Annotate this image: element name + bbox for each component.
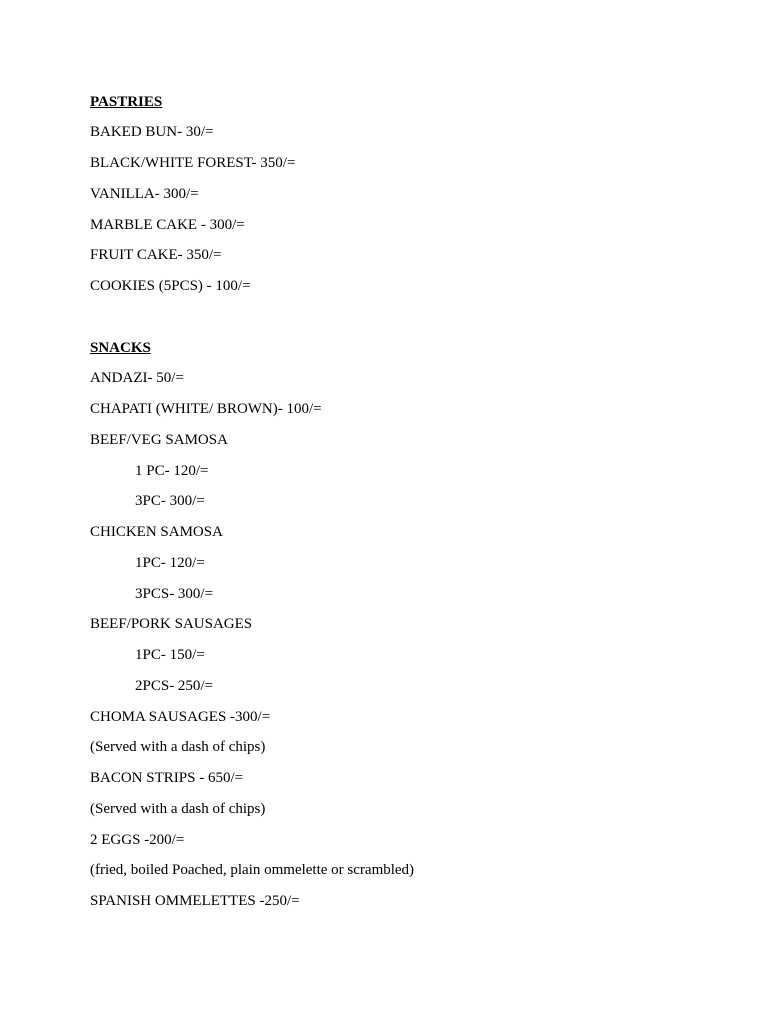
snack-note: (Served with a dash of chips) bbox=[90, 739, 266, 755]
snack-note: (fried, boiled Poached, plain ommelette or scrambled) bbox=[90, 862, 415, 878]
snack-subitem: 3PCS- 300/= bbox=[135, 586, 214, 602]
snacks-heading: SNACKS bbox=[90, 340, 151, 356]
snack-note: (Served with a dash of chips) bbox=[90, 801, 266, 817]
snack-subitem: 2PCS- 250/= bbox=[135, 678, 214, 694]
snack-item: BACON STRIPS - 650/= bbox=[90, 770, 244, 786]
snack-subitem: 3PC- 300/= bbox=[135, 493, 205, 509]
snack-item: CHICKEN SAMOSA bbox=[90, 524, 223, 540]
pastry-item: BLACK/WHITE FOREST- 350/= bbox=[90, 155, 296, 171]
snack-item: ANDAZI- 50/= bbox=[90, 370, 184, 386]
snack-item: CHOMA SAUSAGES -300/= bbox=[90, 709, 271, 725]
pastries-heading: PASTRIES bbox=[90, 94, 163, 110]
snack-subitem: 1 PC- 120/= bbox=[135, 463, 209, 479]
pastry-item: BAKED BUN- 30/= bbox=[90, 124, 214, 140]
pastry-item: VANILLA- 300/= bbox=[90, 186, 199, 202]
pastry-item: COOKIES (5PCS) - 100/= bbox=[90, 278, 251, 294]
snack-item: BEEF/VEG SAMOSA bbox=[90, 432, 228, 448]
snack-item: SPANISH OMMELETTES -250/= bbox=[90, 893, 300, 909]
snack-subitem: 1PC- 120/= bbox=[135, 555, 205, 571]
snack-subitem: 1PC- 150/= bbox=[135, 647, 205, 663]
pastry-item: MARBLE CAKE - 300/= bbox=[90, 217, 245, 233]
pastry-item: FRUIT CAKE- 350/= bbox=[90, 247, 222, 263]
snack-item: BEEF/PORK SAUSAGES bbox=[90, 616, 253, 632]
snack-item: 2 EGGS -200/= bbox=[90, 832, 185, 848]
snack-item: CHAPATI (WHITE/ BROWN)- 100/= bbox=[90, 401, 322, 417]
